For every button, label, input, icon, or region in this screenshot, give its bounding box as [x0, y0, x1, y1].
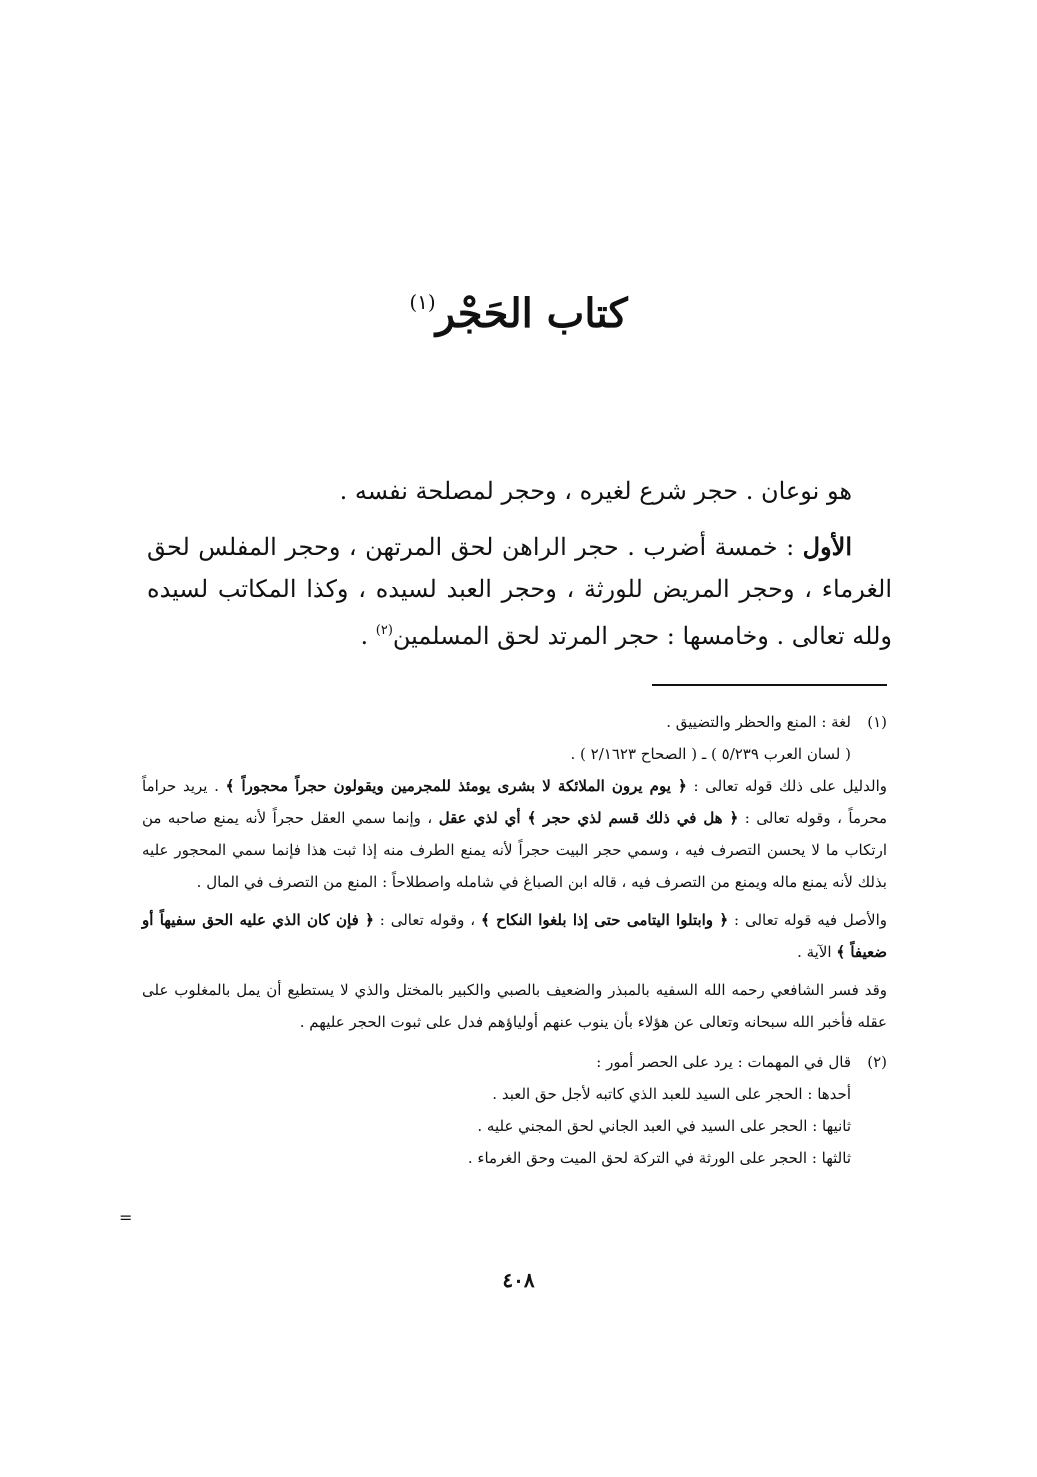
- footnote-1-para-1-b: . يريد حراماً محرماً ، وقوله تعالى :: [142, 777, 887, 827]
- footnote-1-line-2: ( لسان العرب ٥/٢٣٩ ) ـ ( الصحاح ٢/١٦٢٣ ) .: [570, 745, 851, 763]
- footnotes: [142, 706, 887, 1178]
- main-paragraph-1: هو نوعان . حجر شرع لغيره ، وحجر لمصلحة نفسه .: [339, 477, 852, 505]
- quran-quote-2: ﴿ هل في ذلك قسم لذي حجر ﴾ أي لذي عقل: [438, 809, 739, 827]
- quran-quote-3: ﴿ وابتلوا اليتامى حتى إذا بلغوا النكاح ﴾: [481, 911, 729, 929]
- main-paragraph-2: [147, 526, 892, 657]
- footnote-1-line-1: لغة : المنع والحظر والتضييق .: [666, 713, 851, 731]
- footnote-2-number: (٢): [867, 1053, 887, 1071]
- title-footnote-ref[interactable]: (١): [409, 290, 436, 314]
- continuation-mark: =: [119, 1208, 133, 1227]
- quran-quote-1: ﴿ يوم يرون الملائكة لا بشرى يومئذ للمجرمين ويقولون حجراً محجوراً ﴾: [225, 777, 687, 795]
- main-text: [147, 470, 892, 657]
- footnote-2: [142, 1046, 887, 1174]
- footnote-2-line-2: أحدها : الحجر على السيد للعبد الذي كاتبه لأجل حق العبد .: [492, 1085, 851, 1103]
- quran-quote-4: ﴿ فإن كان الذي عليه الحق سفيهاً أو ضعيفاً ﴾: [142, 911, 887, 961]
- footnote-1-para-2-c: الآية .: [797, 943, 837, 961]
- footnote-1-para-1-c: ، وإنما سمي العقل حجراً لأنه يمنع صاحبه من ارتكاب ما لا يحسن التصرف فيه ، وسمي حجر البيت حجراً لأنه يمنع الطرف منه إذا ثبت هذا فإنما سمي المحجور عليه بذلك لأنه يمنع ماله ويمنع من التصرف فيه ، قاله ابن الصباغ في شامله واصطلاحاً : المنع من التصرف في المال .: [142, 809, 887, 891]
- footnote-1-para-2: [142, 904, 887, 968]
- footnote-2-line-3: ثانيها : الحجر على السيد في العبد الجاني لحق المجني عليه .: [477, 1117, 851, 1135]
- footnote-1-para-1: [142, 770, 887, 898]
- page-number: ٤٠٨: [502, 1268, 535, 1292]
- paragraph-2-text: : خمسة أضرب . حجر الراهن لحق المرتهن ، وحجر المفلس لحق الغرماء ، وحجر المريض للورثة ، وحجر العبد لسيده ، وكذا المكاتب لسيده ولله تعالى . وخامسها : حجر المرتد لحق المسلمين: [147, 533, 892, 650]
- footnote-ref-2[interactable]: (٢): [375, 623, 393, 638]
- footnote-1-para-1-a: والدليل على ذلك قوله تعالى :: [686, 777, 887, 795]
- footnote-separator: [652, 684, 887, 686]
- footnote-1-para-2-a: والأصل فيه قوله تعالى :: [728, 911, 887, 929]
- paragraph-2-end: .: [360, 622, 376, 650]
- paragraph-lead-word: الأول: [802, 532, 852, 561]
- footnote-2-line-4: ثالثها : الحجر على الورثة في التركة لحق الميت وحق الغرماء .: [467, 1149, 851, 1167]
- footnote-1-number: (١): [867, 713, 887, 731]
- footnote-1-para-2-b: ، وقوله تعالى :: [373, 911, 481, 929]
- chapter-title-text: كتاب الحَجْر: [435, 290, 628, 337]
- chapter-title: [0, 290, 1037, 337]
- footnote-2-line-1: قال في المهمات : يرد على الحصر أمور :: [596, 1053, 851, 1071]
- footnote-1-para-3: وقد فسر الشافعي رحمه الله السفيه بالمبذر والضعيف بالصبي والكبير بالمختل والذي لا يستطيع أن يمل بالمغلوب على عقله فأخبر الله سبحانه وتعالى عن هؤلاء بأن ينوب عنهم أولياؤهم فدل على ثبوت الحجر عليهم .: [142, 981, 887, 1031]
- footnote-1: [142, 706, 887, 1038]
